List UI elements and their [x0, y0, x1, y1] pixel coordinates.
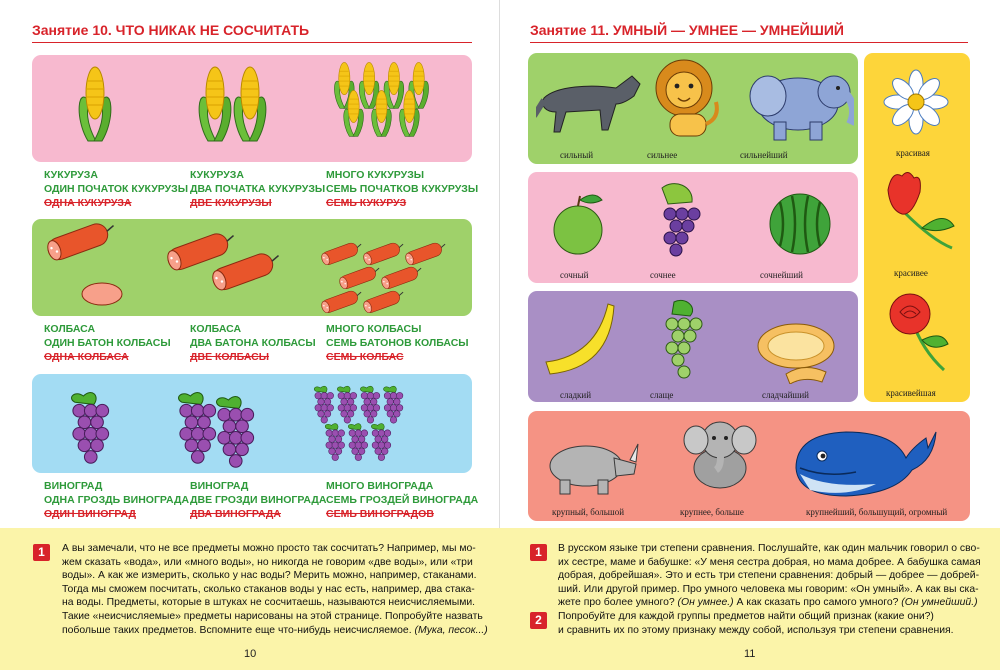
- right-page: [500, 0, 1000, 670]
- title-rule: [32, 42, 472, 43]
- label-most-beautiful: красивейшая: [886, 388, 936, 398]
- label-juicier: сочнее: [650, 270, 676, 280]
- label-stronger: сильнее: [647, 150, 678, 160]
- title-rule: [530, 42, 968, 43]
- sausage-caption-1: КОЛБАСА ОДИН БАТОН КОЛБАСЫ ОДНА КОЛБАСА: [44, 323, 171, 363]
- daisy-icon: [884, 70, 948, 134]
- apple-icon: [554, 195, 602, 254]
- grapes-caption-3: МНОГО ВИНОГРАДА СЕМЬ ГРОЗДЕЙ ВИНОГРАДА СЕМЬ ВИНОГРАДОВ: [326, 480, 479, 520]
- tulip-icon: [888, 172, 954, 248]
- corn-illustrations: [60, 58, 480, 158]
- task-text-left: А вы замечали, что не все предметы можно просто так сосчитать? Например, мы мо- жем сказать «вода», или «много воды», но никогда не говорим «две воды», или «три воды». А как же измерить, сколько у нас воды? Мерить можно, например, стаканами. Тогда мы сможем посчитать, сколько стаканов воды у нас есть, например, два стака- на воды. Предметы, которые в штуках не сосчитаешь, называются неисчисляемыми. Такие «неисчисляемые» предметы нарисованы на этой странице. Попробуйте назвать побольше таких предметов. Вспомните еще что-нибудь неисчисляемое. (Мука, песок...): [62, 543, 488, 636]
- corn-caption-1: КУКУРУЗА ОДИН ПОЧАТОК КУКУРУЗЫ ОДНА КУКУРУЗА: [44, 169, 189, 209]
- label-large: крупный, большой: [552, 507, 625, 517]
- baby-elephant-icon: [684, 422, 756, 488]
- green-grapes-icon: [666, 300, 702, 378]
- label-juicy: сочный: [560, 270, 589, 280]
- label-larger: крупнее, больше: [680, 507, 744, 517]
- melon-icon: [758, 324, 834, 384]
- page-number-right: 11: [744, 648, 756, 660]
- corn-cob-icon: [79, 67, 111, 141]
- banana-grapes-melon-illustrations: [536, 296, 854, 384]
- sausage-caption-2: КОЛБАСА ДВА БАТОНА КОЛБАСЫ ДВЕ КОЛБАСЫ: [190, 323, 316, 363]
- rhino-elephant-whale-illustrations: [536, 414, 966, 502]
- label-largest: крупнейший, большущий, огромный: [806, 507, 948, 517]
- task-1-number-badge: 1: [530, 544, 547, 561]
- lion-icon: [656, 60, 717, 136]
- task-number-badge: 1: [33, 544, 50, 561]
- apple-grapes-watermelon-illustrations: [536, 178, 854, 264]
- elephant-icon: [750, 76, 853, 140]
- page-number-left: 10: [244, 648, 257, 660]
- flowers-illustrations: [872, 62, 962, 392]
- label-beautiful: красивая: [896, 148, 930, 158]
- sausage-illustrations: [40, 222, 470, 314]
- grapes-caption-1: ВИНОГРАД ОДНА ГРОЗДЬ ВИНОГРАДА ОДИН ВИНОГРАД: [44, 480, 190, 520]
- whale-icon: [796, 432, 936, 496]
- task-1-text: В русском языке три степени сравнения. Послушайте, как один мальчик говорил о сво- их сестре, маме и бабушке: «У меня сестра добрая, но мама добрее. А бабушка самая добрая, добрейшая». Это и есть три степени сравнения: добрый — добрее — добрей- ший. Или другой пример. Про умного человека мы говорим: «Он умный». А как вы ска- жете про более умного? (Он умнее.) А как сказать про самого умного? (Он умнейший.): [558, 543, 981, 609]
- corn-cob-icon: [234, 67, 266, 141]
- label-sweet: сладкий: [560, 390, 592, 400]
- task-2-text: Попробуйте для каждой группы предметов найти общий признак (какие они?) и сравнить их по этому признаку между собой, используя три степени сравнения.: [558, 611, 954, 636]
- label-sweetest: сладчайший: [762, 390, 809, 400]
- label-more-beautiful: красивее: [894, 268, 928, 278]
- corn-caption-2: КУКУРУЗА ДВА ПОЧАТКА КУКУРУЗЫ ДВЕ КУКУРУЗЫ: [190, 169, 326, 209]
- task-hint: (Мука, песок...): [414, 624, 488, 636]
- rhino-icon: [550, 444, 638, 494]
- wolf-icon: [536, 76, 640, 132]
- watermelon-icon: [770, 194, 830, 254]
- corn-cob-icon: [199, 67, 231, 141]
- banana-icon: [546, 304, 614, 374]
- label-strongest: сильнейший: [740, 150, 788, 160]
- sausage-caption-3: МНОГО КОЛБАСЫ СЕМЬ БАТОНОВ КОЛБАСЫ СЕМЬ КОЛБАС: [326, 323, 469, 363]
- task-2-number-badge: 2: [530, 612, 547, 629]
- grapes-icon: [662, 184, 700, 256]
- corn-caption-3: МНОГО КУКУРУЗЫ СЕМЬ ПОЧАТКОВ КУКУРУЗЫ СЕМЬ КУКУРУЗ: [326, 169, 479, 209]
- grapes-illustrations: [40, 378, 470, 470]
- label-strong: сильный: [560, 150, 594, 160]
- rose-icon: [890, 294, 948, 370]
- lesson-11-title: Занятие 11. УМНЫЙ — УМНЕЕ — УМНЕЙШИЙ: [530, 22, 844, 38]
- lesson-10-title: Занятие 10. ЧТО НИКАК НЕ СОСЧИТАТЬ: [32, 22, 310, 38]
- grapes-caption-2: ВИНОГРАД ДВЕ ГРОЗДИ ВИНОГРАДА ДВА ВИНОГРАДА: [190, 480, 327, 520]
- label-sweeter: слаще: [650, 390, 674, 400]
- label-juiciest: сочнейший: [760, 270, 803, 280]
- wolf-lion-elephant-illustrations: [536, 58, 854, 146]
